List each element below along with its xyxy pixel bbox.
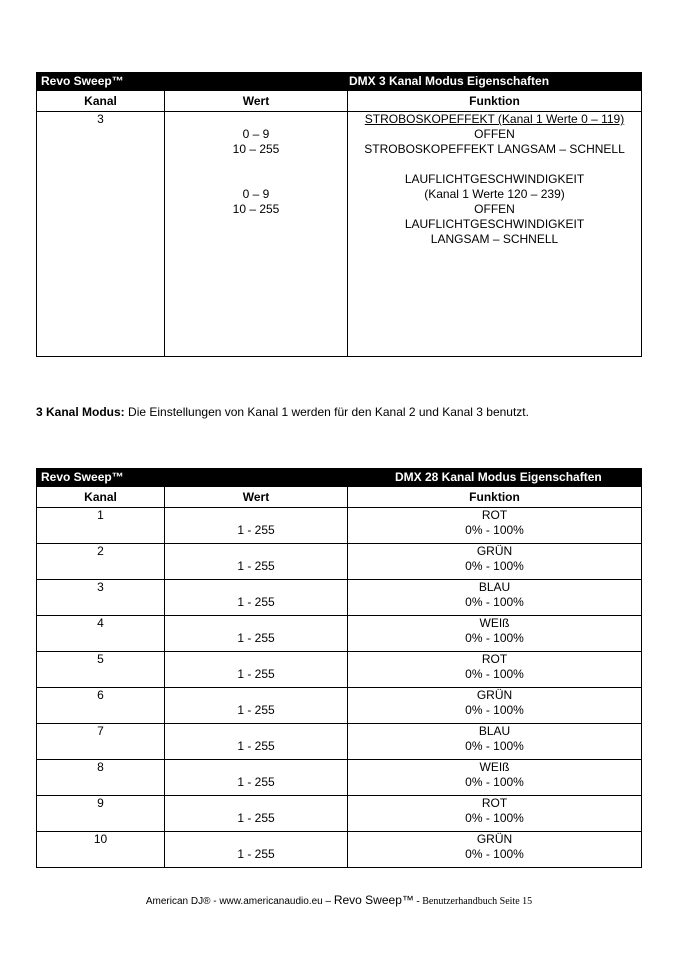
column-header-wert: Wert [165, 487, 348, 508]
funktion-line: OFFEN [474, 127, 515, 141]
funktion-range: 0% - 100% [465, 811, 524, 825]
table-row [37, 508, 642, 544]
funktion-cell [348, 760, 642, 796]
funktion-range: 0% - 100% [465, 631, 524, 645]
kanal-cell [37, 724, 165, 760]
funktion-cell [348, 580, 642, 616]
funktion-line: LANGSAM – SCHNELL [430, 232, 559, 246]
page-footer [0, 893, 678, 907]
wert-cell [165, 544, 348, 580]
wert-value: 1 - 255 [237, 847, 275, 861]
table-row [37, 760, 642, 796]
wert-cell [165, 760, 348, 796]
wert-cell [165, 112, 348, 357]
funktion-line: (Kanal 1 Werte 120 – 239) [424, 187, 565, 201]
funktion-range: 0% - 100% [465, 703, 524, 717]
funktion-line: STROBOSKOPEFFEKT LANGSAM – SCHNELL [364, 142, 625, 156]
wert-line [165, 112, 347, 127]
kanal-cell [37, 832, 165, 868]
funktion-cell [348, 796, 642, 832]
funktion-line: LAUFLICHTGESCHWINDIGKEIT [404, 172, 585, 186]
kanal-value: 2 [97, 544, 104, 558]
funktion-value: GRÜN [476, 544, 513, 558]
funktion-range: 0% - 100% [465, 667, 524, 681]
funktion-cell [348, 508, 642, 544]
funktion-value: WEIß [479, 616, 510, 630]
table-title: DMX 28 Kanal Modus Eigenschaften [395, 470, 602, 484]
dmx-3-channel-table [36, 72, 642, 357]
funktion-value: ROT [481, 508, 508, 522]
kanal-cell [37, 580, 165, 616]
funktion-line: LAUFLICHTGESCHWINDIGKEIT [404, 217, 585, 231]
table-product-name: Revo Sweep™ [41, 470, 124, 484]
wert-line [165, 172, 347, 187]
table-row [37, 652, 642, 688]
column-header-funktion: Funktion [348, 91, 642, 112]
column-header-wert: Wert [165, 91, 348, 112]
table-title-bar [37, 73, 642, 91]
funktion-value: WEIß [479, 760, 510, 774]
wert-value: 1 - 255 [237, 811, 275, 825]
wert-line: 0 – 9 [242, 127, 270, 141]
table-product-name: Revo Sweep™ [41, 74, 124, 88]
funktion-range: 0% - 100% [465, 775, 524, 789]
wert-line: 0 – 9 [242, 187, 270, 201]
table-header-row [37, 487, 642, 508]
kanal-value: 10 [93, 832, 108, 846]
funktion-range: 0% - 100% [465, 739, 524, 753]
wert-cell [165, 580, 348, 616]
table-row [37, 580, 642, 616]
funktion-cell [348, 652, 642, 688]
funktion-cell [348, 724, 642, 760]
kanal-cell [37, 112, 165, 357]
wert-line: 10 – 255 [232, 202, 280, 216]
table-row [37, 832, 642, 868]
footer-brand: American DJ® - www.americanaudio.eu – [145, 896, 334, 907]
funktion-line: OFFEN [474, 202, 515, 216]
kanal-cell [37, 616, 165, 652]
mode-note-text: Die Einstellungen von Kanal 1 werden für den Kanal 2 und Kanal 3 benutzt. [124, 405, 529, 419]
kanal-cell [37, 796, 165, 832]
funktion-cell [348, 832, 642, 868]
wert-value: 1 - 255 [237, 523, 275, 537]
kanal-value: 1 [97, 508, 104, 522]
wert-cell [165, 508, 348, 544]
wert-line: 10 – 255 [232, 142, 280, 156]
funktion-cell [348, 688, 642, 724]
wert-value: 1 - 255 [237, 739, 275, 753]
funktion-value: ROT [481, 796, 508, 810]
wert-line [165, 157, 347, 172]
table-row [37, 688, 642, 724]
kanal-value: 9 [97, 796, 104, 810]
wert-value: 1 - 255 [237, 595, 275, 609]
table-title-bar [37, 469, 642, 487]
funktion-range: 0% - 100% [465, 595, 524, 609]
kanal-value: 3 [97, 580, 104, 594]
wert-cell [165, 616, 348, 652]
wert-value: 1 - 255 [237, 667, 275, 681]
table-title: DMX 3 Kanal Modus Eigenschaften [349, 74, 550, 88]
funktion-cell [348, 544, 642, 580]
funktion-range: 0% - 100% [465, 559, 524, 573]
funktion-line [348, 157, 641, 172]
wert-value: 1 - 255 [237, 631, 275, 645]
wert-cell [165, 724, 348, 760]
funktion-heading: STROBOSKOPEFFEKT (Kanal 1 Werte 0 – 119) [364, 112, 625, 126]
column-header-kanal: Kanal [37, 487, 165, 508]
kanal-value: 6 [97, 688, 104, 702]
mode-note [36, 405, 529, 419]
kanal-cell [37, 688, 165, 724]
column-header-funktion: Funktion [348, 487, 642, 508]
kanal-cell [37, 544, 165, 580]
wert-cell [165, 796, 348, 832]
funktion-value: BLAU [478, 580, 511, 594]
funktion-value: BLAU [478, 724, 511, 738]
wert-cell [165, 688, 348, 724]
kanal-value: 4 [97, 616, 104, 630]
kanal-value: 8 [97, 760, 104, 774]
funktion-value: GRÜN [476, 688, 513, 702]
wert-cell [165, 652, 348, 688]
table-row [37, 616, 642, 652]
wert-value: 1 - 255 [237, 703, 275, 717]
footer-page: - Benutzerhandbuch Seite 15 [413, 896, 533, 907]
funktion-range: 0% - 100% [465, 847, 524, 861]
funktion-range: 0% - 100% [465, 523, 524, 537]
table-row [37, 544, 642, 580]
funktion-cell [348, 616, 642, 652]
table-row [37, 724, 642, 760]
kanal-cell [37, 508, 165, 544]
column-header-kanal: Kanal [37, 91, 165, 112]
kanal-value: 7 [97, 724, 104, 738]
funktion-value: ROT [481, 652, 508, 666]
funktion-cell [348, 112, 642, 357]
kanal-cell [37, 760, 165, 796]
kanal-value: 5 [97, 652, 104, 666]
wert-cell [165, 832, 348, 868]
kanal-value: 3 [97, 112, 104, 126]
table-row [37, 112, 642, 357]
table-row [37, 796, 642, 832]
footer-product: Revo Sweep™ [333, 893, 414, 907]
table-header-row [37, 91, 642, 112]
dmx-28-channel-table [36, 468, 642, 868]
wert-value: 1 - 255 [237, 559, 275, 573]
mode-note-label: 3 Kanal Modus: [36, 405, 125, 419]
wert-value: 1 - 255 [237, 775, 275, 789]
kanal-cell [37, 652, 165, 688]
table-body [37, 508, 642, 868]
funktion-value: GRÜN [476, 832, 513, 846]
